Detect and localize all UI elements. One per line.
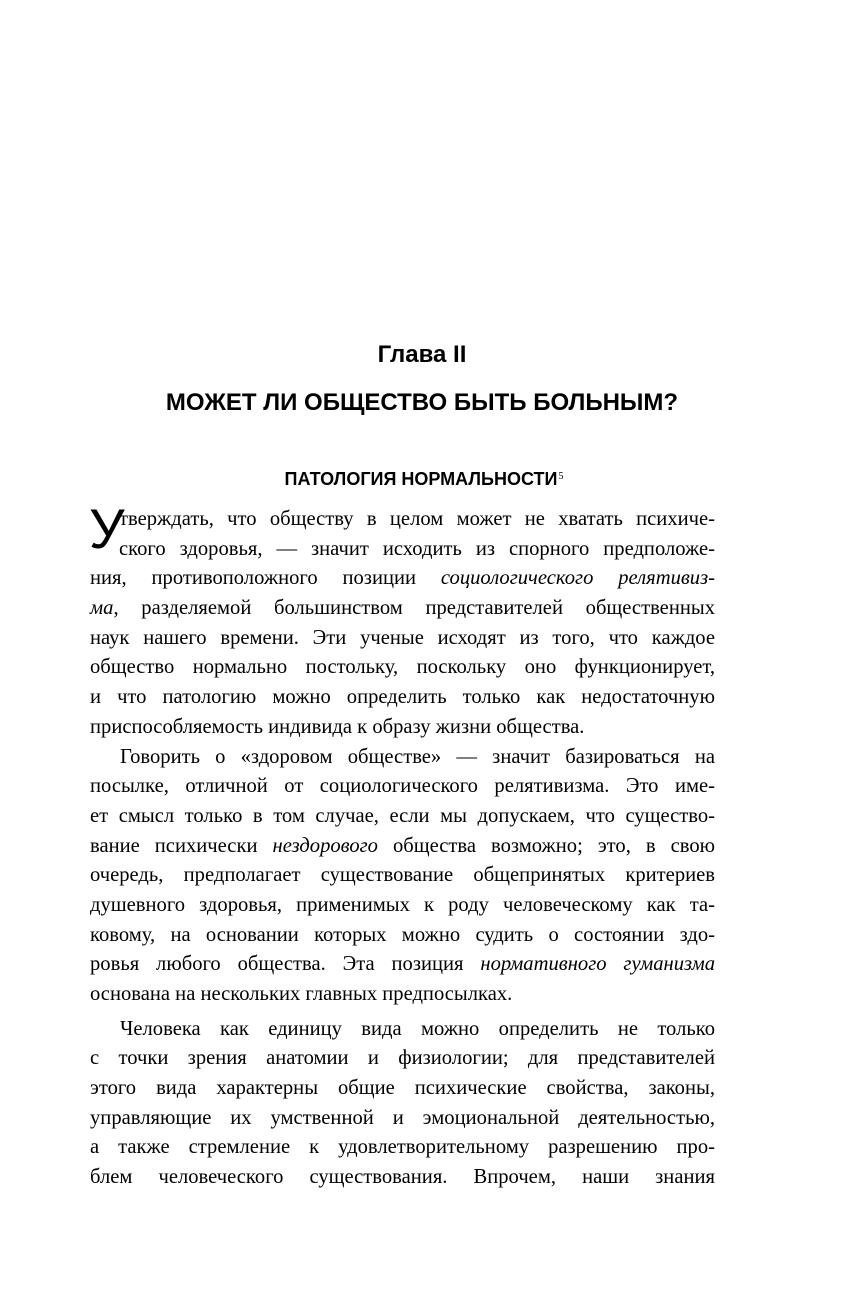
drop-cap: У bbox=[89, 497, 125, 560]
italic-term: нездорового bbox=[272, 834, 378, 857]
text-line bbox=[90, 594, 715, 624]
text-line: ского здоровья, — значит исходить из спорного предположе- bbox=[119, 537, 715, 560]
italic-term: ма bbox=[90, 597, 114, 620]
text-line: наук нашего времени. Эти ученые исходят из того, что каждое bbox=[90, 626, 715, 649]
text-line: ковому, на основании которых можно судить о состоянии здо- bbox=[90, 923, 715, 946]
text-line: Человека как единицу вида можно определить не только bbox=[120, 1017, 715, 1040]
text-line: ет смысл только в том случае, если мы допускаем, что существо- bbox=[90, 804, 715, 827]
text-line: управляющие их умственной и эмоциональной деятельностью, bbox=[90, 1106, 715, 1129]
text-line bbox=[90, 564, 715, 594]
text-line: приспособляемость индивида к образу жизни общества. bbox=[90, 715, 585, 738]
italic-term: нормативного гуманизма bbox=[480, 953, 716, 976]
body-text bbox=[89, 497, 716, 1193]
text-line bbox=[90, 832, 715, 862]
section-title-text: ПАТОЛОГИЯ НОРМАЛЬНОСТИ bbox=[284, 469, 558, 489]
text-line: этого вида характерны общие психические свойства, законы, bbox=[90, 1077, 715, 1100]
section-title bbox=[0, 464, 844, 494]
text-line bbox=[90, 950, 715, 980]
text-line: основана на нескольких главных предпосылках. bbox=[90, 983, 513, 1005]
text-line: и что патологию можно определить только как недостаточную bbox=[90, 686, 715, 709]
text-line: очередь, предполагает существование общепринятых критериев bbox=[90, 864, 715, 887]
chapter-title: МОЖЕТ ЛИ ОБЩЕСТВО БЫТЬ БОЛЬНЫМ? bbox=[165, 389, 679, 416]
text-line: блем человеческого существования. Впрочем, наши знания bbox=[90, 1166, 715, 1189]
text-run: , разделяемой большинством представителей общественных bbox=[113, 597, 715, 620]
footnote-mark: 5 bbox=[558, 471, 564, 482]
text-line: с точки зрения анатомии и физиологии; для представителей bbox=[90, 1047, 715, 1070]
italic-term: социологического релятивиз- bbox=[440, 567, 715, 590]
text-line: Говорить о «здоровом обществе» — значит базироваться на bbox=[120, 745, 715, 768]
text-line: общество нормально постольку, поскольку оно функционирует, bbox=[90, 656, 715, 679]
text-line: тверждать, что обществу в целом может не хватать психиче- bbox=[119, 508, 715, 530]
text-run: вание психически bbox=[90, 834, 273, 857]
text-run: ровья любого общества. Эта позиция bbox=[90, 953, 481, 976]
text-line: душевного здоровья, применимых к роду человеческому как та- bbox=[90, 893, 715, 916]
text-line: посылке, отличной от социологического релятивизма. Это име- bbox=[90, 775, 715, 798]
text-line: а также стремление к удовлетворительному разрешению про- bbox=[90, 1136, 715, 1159]
text-run: общества возможно; это, в свою bbox=[377, 834, 716, 857]
text-run: ния, противоположного позиции bbox=[90, 567, 441, 590]
chapter-label: Глава II bbox=[377, 341, 467, 368]
